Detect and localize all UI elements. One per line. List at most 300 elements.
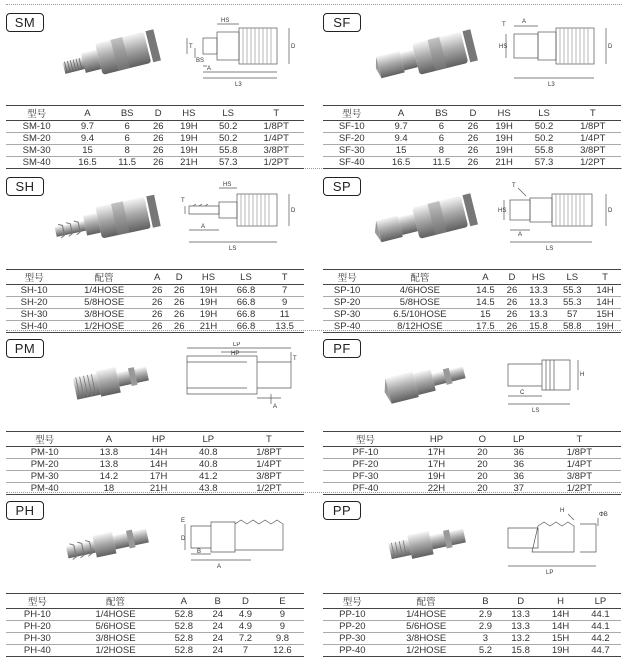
cell: 26: [461, 145, 485, 157]
table-row: [6, 459, 304, 471]
product-photo: [52, 344, 172, 416]
col-header: A: [162, 594, 205, 609]
cell: 6.5/10HOSE: [371, 309, 468, 321]
col-header: B: [471, 594, 500, 609]
col-header: D: [502, 270, 521, 285]
cell: 44.2: [580, 633, 621, 645]
dim-d: D: [608, 44, 613, 50]
dim-ls: LS: [532, 408, 540, 414]
table-row: [323, 309, 621, 321]
dimension-drawing: [181, 504, 304, 584]
cell: 13.8: [83, 447, 134, 459]
spec-table: [6, 431, 304, 495]
col-header: T: [565, 106, 621, 121]
col-header: T: [248, 106, 304, 121]
cell: 6: [108, 121, 147, 133]
cell: 57.3: [208, 157, 248, 169]
cell: 12.6: [261, 645, 304, 657]
col-header: LS: [555, 270, 589, 285]
cell: SP-30: [323, 309, 371, 321]
dim-t: T: [181, 198, 185, 204]
table-row: [323, 157, 621, 169]
cell: 8: [422, 145, 462, 157]
cell: 36: [500, 447, 538, 459]
panel-pm: [6, 336, 304, 494]
cell: 52.8: [162, 645, 205, 657]
cell: 21H: [190, 321, 226, 333]
cell: SM-20: [6, 133, 67, 145]
dim-h: H: [580, 372, 585, 378]
cell: 1/2PT: [234, 483, 304, 495]
cell: 41.2: [183, 471, 234, 483]
cell: 37: [500, 483, 538, 495]
cell: 21H: [135, 483, 183, 495]
product-photo: [369, 182, 489, 254]
product-photo: [369, 506, 489, 578]
cell: PM-30: [6, 471, 83, 483]
cell: 4.9: [230, 609, 261, 621]
cell: 24: [205, 621, 230, 633]
cell: SM-40: [6, 157, 67, 169]
table-row: [323, 285, 621, 297]
dim-lp: LP: [233, 342, 241, 348]
cell: 9.4: [67, 133, 107, 145]
cell: 26: [146, 285, 168, 297]
cell: 3/8PT: [565, 145, 621, 157]
cell: 1/8PT: [565, 121, 621, 133]
dim-hs: HS: [499, 44, 508, 50]
cell: 57: [555, 309, 589, 321]
table-row: [6, 447, 304, 459]
col-header: 型号: [6, 270, 62, 285]
cell: 9: [261, 609, 304, 621]
table-row: [6, 309, 304, 321]
cell: 1/2HOSE: [69, 645, 163, 657]
cell: 19H: [485, 121, 524, 133]
cell: 13.5: [265, 321, 304, 333]
cell: 1/8PT: [234, 447, 304, 459]
cell: 50.2: [208, 133, 248, 145]
cell: 7.2: [230, 633, 261, 645]
cell: 24: [205, 633, 230, 645]
cell: SP-40: [323, 321, 371, 333]
cell: 66.8: [227, 285, 266, 297]
cell: 4/6HOSE: [371, 285, 468, 297]
dim-bs: BS: [196, 58, 205, 64]
cell: PM-40: [6, 483, 83, 495]
cell: 26: [461, 157, 485, 169]
cell: 14.5: [469, 297, 503, 309]
cell: 9.7: [381, 121, 422, 133]
dim-t: T: [293, 356, 297, 362]
panel-sh: [6, 174, 304, 332]
table-row: [6, 471, 304, 483]
cell: 19H: [170, 121, 208, 133]
dim-a: A: [201, 224, 206, 230]
dim-h: H: [560, 508, 565, 514]
table-row: [6, 285, 304, 297]
cell: 3/8PT: [234, 471, 304, 483]
table-row: [323, 145, 621, 157]
table-row: [323, 633, 621, 645]
cell: 1/4HOSE: [62, 285, 146, 297]
cell: 26: [168, 285, 190, 297]
cell: 1/4HOSE: [382, 609, 471, 621]
cell: 18: [83, 483, 134, 495]
col-header: HS: [170, 106, 208, 121]
model-label: PM: [6, 339, 44, 358]
col-header: 配管: [62, 270, 146, 285]
cell: 14H: [541, 609, 580, 621]
table-row: [323, 621, 621, 633]
cell: 19H: [485, 133, 524, 145]
cell: 55.8: [208, 145, 248, 157]
cell: PP-30: [323, 633, 382, 645]
col-header: LP: [183, 432, 234, 447]
table-row: [6, 297, 304, 309]
cell: 50.2: [208, 121, 248, 133]
cell: 19H: [190, 309, 226, 321]
spec-table: [323, 269, 621, 333]
cell: 26: [461, 133, 485, 145]
cell: SF-10: [323, 121, 381, 133]
col-header: 型号: [323, 270, 371, 285]
cell: 3/8PT: [248, 145, 304, 157]
table-row: [323, 447, 621, 459]
dimension-drawing: [181, 342, 304, 422]
cell: 15: [469, 309, 503, 321]
dim-t: T: [189, 44, 193, 50]
cell: 26: [502, 309, 521, 321]
col-header: HS: [485, 106, 524, 121]
table-row: [323, 609, 621, 621]
spec-table: [323, 105, 621, 169]
cell: 26: [146, 309, 168, 321]
product-photo: [52, 182, 172, 254]
cell: 1/2PT: [565, 157, 621, 169]
product-photo: [52, 18, 172, 90]
cell: 26: [168, 321, 190, 333]
table-row: [6, 483, 304, 495]
cell: 1/8PT: [538, 447, 621, 459]
col-header: A: [146, 270, 168, 285]
spec-table: [6, 105, 304, 169]
cell: 26: [168, 309, 190, 321]
table-row: [323, 471, 621, 483]
cell: SM-10: [6, 121, 67, 133]
cell: 55.3: [555, 297, 589, 309]
table-row: [6, 633, 304, 645]
cell: 20: [465, 471, 500, 483]
model-label: SH: [6, 177, 44, 196]
table-row: [323, 483, 621, 495]
dim-d: D: [181, 536, 186, 542]
cell: 1/4PT: [565, 133, 621, 145]
cell: 26: [502, 321, 521, 333]
cell: 21H: [485, 157, 524, 169]
cell: 8/12HOSE: [371, 321, 468, 333]
col-header: HP: [408, 432, 465, 447]
dim-b: B: [197, 549, 202, 555]
col-header: T: [265, 270, 304, 285]
cell: 5/6HOSE: [69, 621, 163, 633]
table-row: [6, 609, 304, 621]
cell: 17H: [135, 471, 183, 483]
table-row: [6, 121, 304, 133]
table-row: [323, 297, 621, 309]
panel-pp: [323, 498, 621, 656]
col-header: O: [465, 432, 500, 447]
col-header: D: [147, 106, 170, 121]
cell: 19H: [589, 321, 621, 333]
cell: 26: [146, 297, 168, 309]
cell: 14H: [541, 621, 580, 633]
spec-table: [323, 431, 621, 495]
cell: PH-20: [6, 621, 69, 633]
cell: 3/8HOSE: [382, 633, 471, 645]
cell: 40.8: [183, 447, 234, 459]
cell: PF-10: [323, 447, 408, 459]
cell: 1/2HOSE: [62, 321, 146, 333]
cell: 1/8PT: [248, 121, 304, 133]
cell: PM-20: [6, 459, 83, 471]
dim-phib: ΦB: [599, 512, 608, 518]
cell: 9: [261, 621, 304, 633]
dim-t: T: [502, 22, 506, 28]
cell: PF-20: [323, 459, 408, 471]
dim-l3: L3: [548, 82, 555, 88]
dim-lp: LP: [546, 570, 554, 576]
model-label: PF: [323, 339, 361, 358]
table-row: [323, 121, 621, 133]
col-header: A: [469, 270, 503, 285]
cell: 19H: [170, 145, 208, 157]
model-label: SF: [323, 13, 361, 32]
col-header: A: [381, 106, 422, 121]
cell: 57.3: [523, 157, 564, 169]
spec-table: [6, 269, 304, 333]
dim-d: D: [608, 208, 613, 214]
cell: PF-40: [323, 483, 408, 495]
cell: 19H: [190, 297, 226, 309]
table-row: [6, 157, 304, 169]
cell: 3/8HOSE: [62, 309, 146, 321]
cell: 50.2: [523, 133, 564, 145]
cell: 14H: [135, 459, 183, 471]
dim-a: A: [217, 564, 222, 570]
cell: 26: [502, 297, 521, 309]
col-header: 型号: [323, 106, 381, 121]
cell: 1/2PT: [538, 483, 621, 495]
cell: 26: [147, 157, 170, 169]
col-header: LS: [523, 106, 564, 121]
cell: SF-20: [323, 133, 381, 145]
cell: 20: [465, 447, 500, 459]
cell: PP-20: [323, 621, 382, 633]
table-row: [6, 133, 304, 145]
cell: 1/4PT: [538, 459, 621, 471]
cell: 14H: [589, 297, 621, 309]
cell: 19H: [170, 133, 208, 145]
cell: 9.4: [381, 133, 422, 145]
cell: 24: [205, 645, 230, 657]
cell: PM-10: [6, 447, 83, 459]
cell: 1/4PT: [234, 459, 304, 471]
table-row: [6, 145, 304, 157]
spec-table: [6, 593, 304, 657]
cell: PP-40: [323, 645, 382, 657]
dim-t: T: [512, 183, 516, 189]
cell: 11: [265, 309, 304, 321]
cell: 22H: [408, 483, 465, 495]
cell: SF-40: [323, 157, 381, 169]
cell: 5/6HOSE: [382, 621, 471, 633]
cell: 55.8: [523, 145, 564, 157]
cell: 13.3: [522, 297, 556, 309]
col-header: 型号: [323, 594, 382, 609]
col-header: LP: [580, 594, 621, 609]
dim-d: D: [291, 208, 296, 214]
cell: PP-10: [323, 609, 382, 621]
cell: 26: [147, 145, 170, 157]
cell: SH-10: [6, 285, 62, 297]
cell: 26: [146, 321, 168, 333]
col-header: A: [67, 106, 107, 121]
cell: 36: [500, 459, 538, 471]
cell: 13.3: [500, 621, 541, 633]
cell: SP-20: [323, 297, 371, 309]
cell: 40.8: [183, 459, 234, 471]
cell: 16.5: [381, 157, 422, 169]
cell: 1/2HOSE: [382, 645, 471, 657]
col-header: LS: [208, 106, 248, 121]
col-header: HS: [522, 270, 556, 285]
col-header: T: [234, 432, 304, 447]
cell: 13.3: [500, 609, 541, 621]
col-header: 型号: [6, 432, 83, 447]
cell: 11.5: [422, 157, 462, 169]
cell: 4.9: [230, 621, 261, 633]
cell: 15: [381, 145, 422, 157]
col-header: 型号: [6, 594, 69, 609]
col-header: D: [500, 594, 541, 609]
col-header: HP: [135, 432, 183, 447]
dimension-drawing: [498, 180, 621, 260]
cell: SF-30: [323, 145, 381, 157]
dim-ls: LS: [546, 246, 554, 252]
col-header: D: [461, 106, 485, 121]
model-label: SP: [323, 177, 361, 196]
col-header: T: [589, 270, 621, 285]
table-row: [323, 459, 621, 471]
spec-table: [323, 593, 621, 657]
cell: 6: [108, 133, 147, 145]
cell: 44.7: [580, 645, 621, 657]
cell: 14.5: [469, 285, 503, 297]
cell: 58.8: [555, 321, 589, 333]
table-row: [6, 645, 304, 657]
cell: 52.8: [162, 609, 205, 621]
cell: 3/8PT: [538, 471, 621, 483]
table-row: [323, 133, 621, 145]
cell: 9.8: [261, 633, 304, 645]
dim-a: A: [518, 232, 523, 238]
cell: 20: [465, 459, 500, 471]
cell: 52.8: [162, 621, 205, 633]
cell: 15: [67, 145, 107, 157]
cell: 55.3: [555, 285, 589, 297]
cell: PH-30: [6, 633, 69, 645]
dim-c: C: [520, 390, 525, 396]
col-header: 型号: [6, 106, 67, 121]
dim-hs: HS: [221, 18, 230, 24]
cell: 44.1: [580, 609, 621, 621]
cell: SH-20: [6, 297, 62, 309]
dim-ls: LS: [229, 246, 237, 252]
dim-a: A: [522, 19, 527, 25]
panel-sp: [323, 174, 621, 332]
cell: SH-30: [6, 309, 62, 321]
col-header: 配管: [69, 594, 163, 609]
cell: PH-10: [6, 609, 69, 621]
cell: 21H: [170, 157, 208, 169]
col-header: E: [261, 594, 304, 609]
cell: 26: [147, 121, 170, 133]
cell: 5/8HOSE: [62, 297, 146, 309]
cell: 13.3: [522, 285, 556, 297]
cell: 1/2PT: [248, 157, 304, 169]
col-header: A: [83, 432, 134, 447]
dim-hp: HP: [231, 351, 240, 357]
cell: 6: [422, 121, 462, 133]
table-row: [6, 321, 304, 333]
cell: 3/8HOSE: [69, 633, 163, 645]
dimension-drawing: [181, 16, 304, 96]
col-header: 配管: [371, 270, 468, 285]
dim-d: D: [291, 44, 296, 50]
cell: 15H: [541, 633, 580, 645]
product-photo: [52, 506, 172, 578]
dim-hs: HS: [223, 182, 232, 188]
col-header: T: [538, 432, 621, 447]
panel-pf: [323, 336, 621, 494]
dimension-drawing: [181, 180, 304, 260]
cell: 14.2: [83, 471, 134, 483]
cell: 5.2: [471, 645, 500, 657]
col-header: 型号: [323, 432, 408, 447]
cell: 66.8: [227, 309, 266, 321]
cell: 24: [205, 609, 230, 621]
cell: 7: [230, 645, 261, 657]
cell: 19H: [485, 145, 524, 157]
cell: 20: [465, 483, 500, 495]
cell: 17H: [408, 447, 465, 459]
cell: 6: [422, 133, 462, 145]
cell: 19H: [408, 471, 465, 483]
cell: PF-30: [323, 471, 408, 483]
model-label: SM: [6, 13, 44, 32]
cell: 19H: [541, 645, 580, 657]
cell: 44.1: [580, 621, 621, 633]
cell: 14H: [589, 285, 621, 297]
cell: 15.8: [522, 321, 556, 333]
cell: 5/8HOSE: [371, 297, 468, 309]
cell: 26: [502, 285, 521, 297]
cell: 14H: [135, 447, 183, 459]
col-header: BS: [422, 106, 462, 121]
model-label: PP: [323, 501, 361, 520]
dim-hs: HS: [498, 208, 507, 214]
